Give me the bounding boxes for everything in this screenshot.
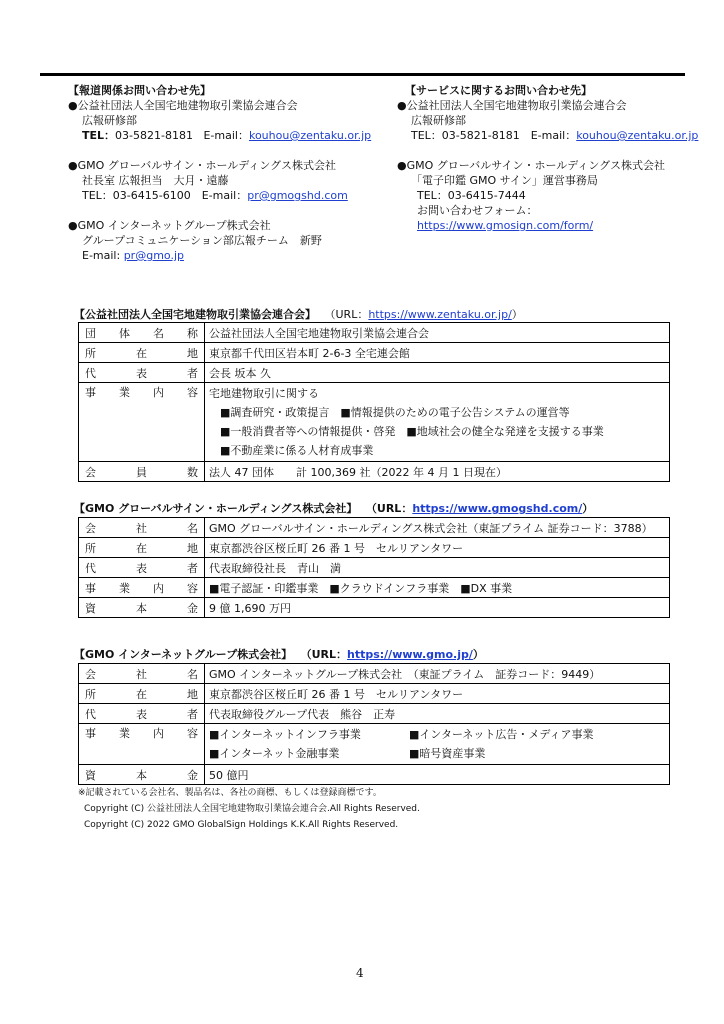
row-key [79, 664, 205, 684]
gmo-info-table [78, 663, 670, 785]
service-contacts [397, 83, 707, 233]
press-zentaku-org: ●公益社団法人全国宅地建物取引業協会連合会 [68, 99, 298, 112]
table-row [79, 383, 670, 462]
row-key-label: 団 体 名 称 [85, 326, 198, 340]
zentaku-info-table [78, 322, 670, 482]
row-key [79, 343, 205, 363]
row-key-label: 資 本 金 [85, 601, 198, 615]
press-heading: 【報道関係お問い合わせ先】 [68, 84, 211, 97]
top-rule [40, 73, 685, 76]
press-gmogs-dept: 社長室 広報担当 大月・遠藤 [82, 174, 229, 187]
row-value: 東京都渋谷区桜丘町 26 番 1 号 セルリアンタワー [205, 684, 670, 704]
copyright-zentaku: Copyright (C) 公益社団法人全国宅地建物取引業協会連合会.All Rights Reserved. [84, 804, 420, 814]
row-value: 代表取締役社長 青山 満 [205, 558, 670, 578]
service-zentaku-dept: 広報研修部 [411, 114, 466, 127]
gmogs-url-link[interactable]: https://www.gmogshd.com/ [412, 502, 583, 515]
service-zentaku-org: ●公益社団法人全国宅地建物取引業協会連合会 [397, 99, 627, 112]
row-key [79, 558, 205, 578]
row-key-label: 事 業 内 容 [85, 581, 198, 595]
row-key-label: 代 表 者 [85, 366, 198, 380]
row-value: 会長 坂本 久 [205, 363, 670, 383]
row-key [79, 323, 205, 343]
row-key-label: 所 在 地 [85, 541, 198, 555]
row-value: 50 億円 [205, 765, 670, 785]
row-key-label: 会 員 数 [85, 465, 198, 479]
table-row [79, 765, 670, 785]
press-gmo-org: ●GMO インターネットグループ株式会社 [68, 219, 271, 232]
row-key [79, 684, 205, 704]
gmo-url-link[interactable]: https://www.gmo.jp/ [347, 648, 473, 661]
service-gmogs-form-link[interactable]: https://www.gmosign.com/form/ [417, 219, 594, 232]
row-value: 公益社団法人全国宅地建物取引業協会連合会 [205, 323, 670, 343]
row-value: 代表取締役グループ代表 熊谷 正寿 [205, 704, 670, 724]
table-row [79, 598, 670, 618]
press-gmo-email: E-mail: pr@gmo.jp [82, 249, 184, 262]
service-heading: 【サービスに関するお問い合わせ先】 [405, 84, 592, 97]
row-key-label: 所 在 地 [85, 687, 198, 701]
service-gmogs-form-label: お問い合わせフォーム： [417, 204, 538, 217]
service-zentaku-email-link[interactable]: kouhou@zentaku.or.jp [576, 129, 699, 142]
press-gmogs-email-link[interactable]: pr@gmogshd.com [247, 189, 348, 202]
row-key [79, 383, 205, 462]
row-key [79, 462, 205, 482]
row-key-label: 資 本 金 [85, 768, 198, 782]
press-contacts [68, 83, 398, 263]
table-row [79, 664, 670, 684]
press-zentaku-tel: TEL：03-5821-8181 E-mail：kouhou@zentaku.or.jp [82, 129, 372, 142]
zentaku-url-link[interactable]: https://www.zentaku.or.jp/ [368, 308, 512, 321]
row-key [79, 518, 205, 538]
table-row [79, 538, 670, 558]
press-zentaku-dept: 広報研修部 [82, 114, 137, 127]
row-key [79, 363, 205, 383]
row-value: 9 億 1,690 万円 [205, 598, 670, 618]
service-gmogs-tel: TEL：03-6415-7444 [417, 189, 526, 202]
row-value: 宅地建物取引に関する ■調査研究・政策提言 ■情報提供のための電子公告システムの運営等 ■一般消費者等への情報提供・啓発 ■地域社会の健全な発達を支援する事業 ■不動産業に係る人材育成事業 [205, 383, 670, 462]
row-value: 東京都千代田区岩本町 2-6-3 全宅連会館 [205, 343, 670, 363]
table-row [79, 343, 670, 363]
press-gmo-email-link[interactable]: pr@gmo.jp [123, 249, 184, 262]
row-key-label: 所 在 地 [85, 346, 198, 360]
press-gmo-dept: グループコミュニケーション部広報チーム 新野 [82, 234, 322, 247]
table-row [79, 323, 670, 343]
table-row [79, 578, 670, 598]
press-zentaku-email-link[interactable]: kouhou@zentaku.or.jp [248, 129, 372, 142]
row-key-label: 会 社 名 [85, 667, 198, 681]
copyright-gmogs: Copyright (C) 2022 GMO GlobalSign Holdings K.K.All Rights Reserved. [84, 820, 399, 830]
table-row [79, 684, 670, 704]
gmogs-section-title: 【GMO グローバルサイン・ホールディングス株式会社】 （URL：https://www.gmogshd.com/） [74, 502, 594, 515]
row-key-label: 事 業 内 容 [85, 727, 198, 740]
gmo-section-title: 【GMO インターネットグループ株式会社】 （URL：https://www.gmo.jp/） [74, 648, 484, 661]
row-key [79, 704, 205, 724]
gmogs-info-table [78, 517, 670, 618]
trademark-note: ※記載されている会社名、製品名は、各社の商標、もしくは登録商標です。 [78, 788, 382, 798]
row-value: GMO インターネットグループ株式会社 （東証プライム 証券コード：9449） [205, 664, 670, 684]
zentaku-section-title: 【公益社団法人全国宅地建物取引業協会連合会】 （URL：https://www.zentaku.or.jp/） [74, 308, 523, 321]
row-key [79, 538, 205, 558]
row-value: ■インターネットインフラ事業 ■インターネット広告・メディア事業 ■インターネット金融事業 ■暗号資産事業 [205, 724, 670, 765]
page-number: 4 [356, 966, 364, 980]
row-key [79, 765, 205, 785]
footnotes [78, 785, 420, 833]
row-value: 法人 47 団体 計 100,369 社（2022 年 4 月 1 日現在） [205, 462, 670, 482]
row-value: 東京都渋谷区桜丘町 26 番 1 号 セルリアンタワー [205, 538, 670, 558]
table-row [79, 724, 670, 765]
service-gmogs-org: ●GMO グローバルサイン・ホールディングス株式会社 [397, 159, 666, 172]
press-gmogs-org: ●GMO グローバルサイン・ホールディングス株式会社 [68, 159, 337, 172]
press-gmogs-tel: TEL：03-6415-6100 E-mail：pr@gmogshd.com [82, 189, 348, 202]
table-row [79, 704, 670, 724]
row-key-label: 代 表 者 [85, 707, 198, 721]
row-key [79, 598, 205, 618]
row-key-label: 代 表 者 [85, 561, 198, 575]
service-zentaku-tel: TEL：03-5821-8181 E-mail：kouhou@zentaku.or.jp [411, 129, 699, 142]
row-value: GMO グローバルサイン・ホールディングス株式会社（東証プライム 証券コード：3788） [205, 518, 670, 538]
service-gmogs-dept: 「電子印鑑 GMO サイン」運営事務局 [411, 174, 598, 187]
table-row [79, 363, 670, 383]
table-row [79, 462, 670, 482]
table-row [79, 558, 670, 578]
row-value: ■電子認証・印鑑事業 ■クラウドインフラ事業 ■DX 事業 [205, 578, 670, 598]
table-row [79, 518, 670, 538]
row-key [79, 578, 205, 598]
row-key [79, 724, 205, 765]
row-key-label: 会 社 名 [85, 521, 198, 535]
row-key-label: 事 業 内 容 [85, 386, 198, 399]
